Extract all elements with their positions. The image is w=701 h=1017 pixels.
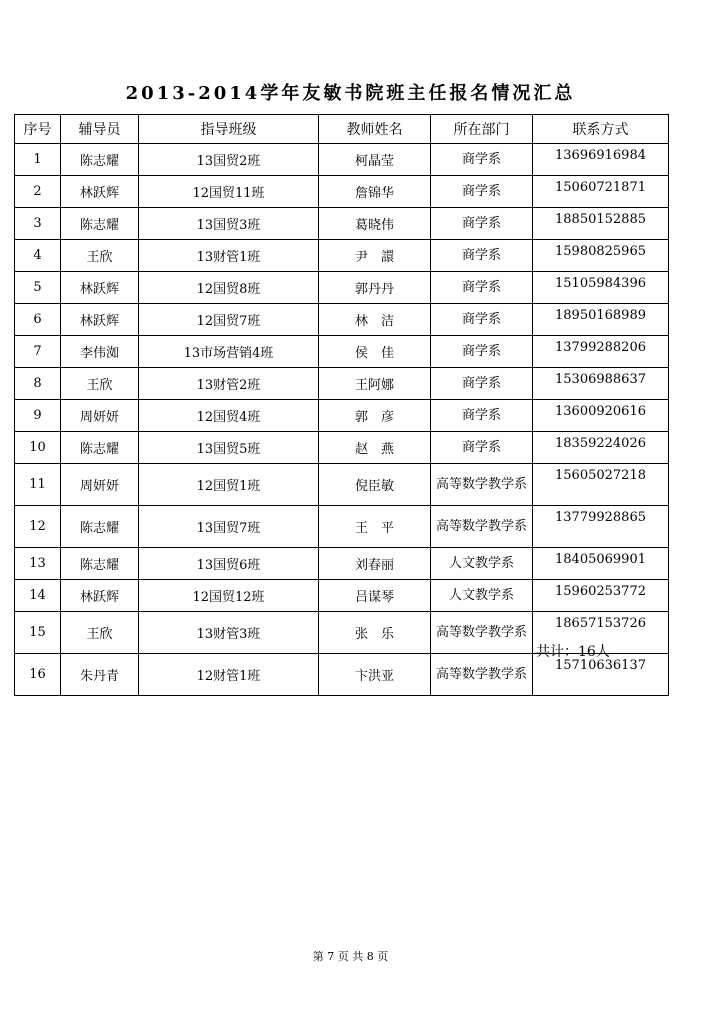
cell-phone: 15605027218 (533, 464, 669, 506)
cell-no: 13 (15, 548, 61, 580)
cell-counselor: 陈志耀 (61, 506, 139, 548)
cell-counselor: 林跃辉 (61, 580, 139, 612)
cell-counselor: 周妍妍 (61, 400, 139, 432)
table-row (15, 176, 669, 208)
cell-phone: 15105984396 (533, 272, 669, 304)
cell-no: 9 (15, 400, 61, 432)
cell-class: 13财管1班 (139, 240, 319, 272)
cell-department: 商学系 (431, 272, 533, 304)
cell-department: 商学系 (431, 432, 533, 464)
cell-department: 商学系 (431, 368, 533, 400)
cell-department: 高等数学教学系 (431, 506, 533, 548)
table-row (15, 240, 669, 272)
cell-teacher: 倪臣敏 (319, 464, 431, 506)
cell-class: 13国贸7班 (139, 506, 319, 548)
cell-department: 高等数学教学系 (431, 464, 533, 506)
cell-no: 10 (15, 432, 61, 464)
cell-teacher: 王 平 (319, 506, 431, 548)
cell-class: 13国贸2班 (139, 144, 319, 176)
cell-department: 商学系 (431, 144, 533, 176)
cell-class: 12财管1班 (139, 654, 319, 696)
cell-teacher: 郭丹丹 (319, 272, 431, 304)
page-title: 2013-2014学年友敏书院班主任报名情况汇总 (125, 83, 576, 104)
cell-no: 12 (15, 506, 61, 548)
cell-phone: 18359224026 (533, 432, 669, 464)
table-row (15, 432, 669, 464)
cell-counselor: 朱丹青 (61, 654, 139, 696)
cell-department: 人文教学系 (431, 580, 533, 612)
cell-counselor: 周妍妍 (61, 464, 139, 506)
table-row (15, 368, 669, 400)
cell-class: 13国贸3班 (139, 208, 319, 240)
cell-counselor: 王欣 (61, 612, 139, 654)
cell-teacher: 赵 燕 (319, 432, 431, 464)
cell-phone: 13600920616 (533, 400, 669, 432)
cell-no: 14 (15, 580, 61, 612)
table-row (15, 506, 669, 548)
cell-phone: 15306988637 (533, 368, 669, 400)
cell-no: 11 (15, 464, 61, 506)
cell-teacher: 葛晓伟 (319, 208, 431, 240)
table-header-row (15, 115, 669, 144)
cell-class: 12国贸1班 (139, 464, 319, 506)
header-department: 所在部门 (431, 115, 533, 144)
cell-counselor: 林跃辉 (61, 304, 139, 336)
cell-no: 7 (15, 336, 61, 368)
cell-class: 12国贸7班 (139, 304, 319, 336)
table-row (15, 272, 669, 304)
cell-phone: 15980825965 (533, 240, 669, 272)
cell-phone: 13799288206 (533, 336, 669, 368)
cell-counselor: 陈志耀 (61, 208, 139, 240)
cell-no: 6 (15, 304, 61, 336)
cell-no: 1 (15, 144, 61, 176)
cell-department: 商学系 (431, 400, 533, 432)
cell-no: 15 (15, 612, 61, 654)
table-row (15, 580, 669, 612)
cell-class: 13财管2班 (139, 368, 319, 400)
cell-class: 13市场营销4班 (139, 336, 319, 368)
cell-phone: 15060721871 (533, 176, 669, 208)
cell-teacher: 侯 佳 (319, 336, 431, 368)
cell-phone: 13779928865 (533, 506, 669, 548)
cell-teacher: 柯晶莹 (319, 144, 431, 176)
cell-department: 人文教学系 (431, 548, 533, 580)
cell-phone: 18657153726 (533, 612, 669, 654)
roster-table (14, 114, 669, 696)
cell-class: 12国贸12班 (139, 580, 319, 612)
cell-counselor: 李伟洳 (61, 336, 139, 368)
cell-teacher: 郭 彦 (319, 400, 431, 432)
cell-teacher: 詹锦华 (319, 176, 431, 208)
cell-class: 13国贸5班 (139, 432, 319, 464)
header-teacher: 教师姓名 (319, 115, 431, 144)
cell-teacher: 张 乐 (319, 612, 431, 654)
cell-teacher: 刘春丽 (319, 548, 431, 580)
header-class: 指导班级 (139, 115, 319, 144)
cell-class: 13国贸6班 (139, 548, 319, 580)
header-phone: 联系方式 (533, 115, 669, 144)
cell-department: 商学系 (431, 336, 533, 368)
cell-department: 商学系 (431, 304, 533, 336)
cell-no: 2 (15, 176, 61, 208)
cell-phone: 13696916984 (533, 144, 669, 176)
cell-counselor: 陈志耀 (61, 144, 139, 176)
header-no: 序号 (15, 115, 61, 144)
table-row (15, 304, 669, 336)
cell-teacher: 卞洪亚 (319, 654, 431, 696)
cell-counselor: 王欣 (61, 240, 139, 272)
cell-phone: 18850152885 (533, 208, 669, 240)
cell-counselor: 陈志耀 (61, 548, 139, 580)
cell-phone: 18950168989 (533, 304, 669, 336)
cell-no: 5 (15, 272, 61, 304)
total-count: 共计：16人 (536, 644, 610, 660)
cell-department: 高等数学教学系 (431, 654, 533, 696)
table-row (15, 400, 669, 432)
cell-teacher: 尹 譞 (319, 240, 431, 272)
cell-no: 8 (15, 368, 61, 400)
cell-class: 12国贸4班 (139, 400, 319, 432)
cell-class: 12国贸11班 (139, 176, 319, 208)
table-row (15, 144, 669, 176)
cell-counselor: 王欣 (61, 368, 139, 400)
cell-no: 16 (15, 654, 61, 696)
cell-no: 4 (15, 240, 61, 272)
cell-teacher: 王阿娜 (319, 368, 431, 400)
cell-department: 高等数学教学系 (431, 612, 533, 654)
header-counselor: 辅导员 (61, 115, 139, 144)
cell-department: 商学系 (431, 240, 533, 272)
cell-phone: 18405069901 (533, 548, 669, 580)
cell-phone: 15960253772 (533, 580, 669, 612)
page-footer: 第 7 页 共 8 页 (312, 950, 389, 963)
cell-phone: 15710636137 (533, 654, 669, 696)
cell-department: 商学系 (431, 176, 533, 208)
table-row (15, 464, 669, 506)
cell-no: 3 (15, 208, 61, 240)
table-row (15, 548, 669, 580)
cell-department: 商学系 (431, 208, 533, 240)
table-row (15, 208, 669, 240)
cell-counselor: 林跃辉 (61, 272, 139, 304)
cell-teacher: 吕谋琴 (319, 580, 431, 612)
cell-counselor: 陈志耀 (61, 432, 139, 464)
cell-counselor: 林跃辉 (61, 176, 139, 208)
cell-teacher: 林 洁 (319, 304, 431, 336)
cell-class: 13财管3班 (139, 612, 319, 654)
table-row (15, 336, 669, 368)
cell-class: 12国贸8班 (139, 272, 319, 304)
